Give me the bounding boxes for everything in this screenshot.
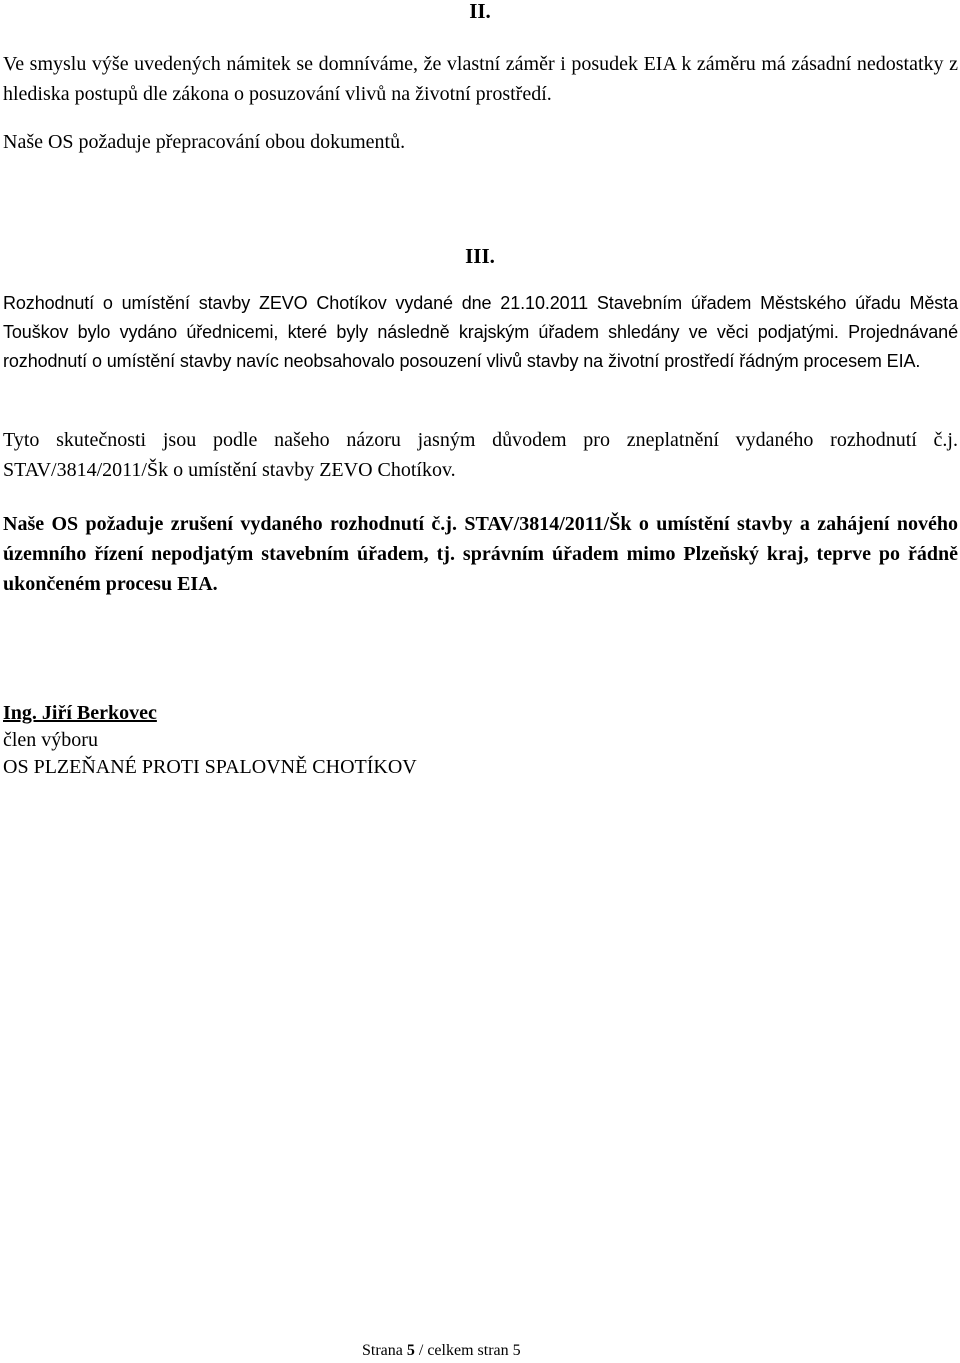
paragraph-objections-summary: Ve smyslu výše uvedených námitek se domníváme, že vlastní záměr i posudek EIA k záměru má zásadní nedostatky z hlediska postupů dle zákona o posuzování vlivů na životní prostředí.	[3, 53, 958, 105]
paragraph-invalidation-reason: Tyto skutečnosti jsou podle našeho názoru jasným důvodem pro zneplatnění vydaného rozhodnutí č.j. STAV/3814/2011/Šk o umístění stavby ZEVO Chotíkov.	[3, 429, 958, 481]
paragraph-placement-decision: Rozhodnutí o umístění stavby ZEVO Chotíkov vydané dne 21.10.2011 Stavebním úřadem Městského úřadu Města Touškov bylo vydáno úřednicemi, které byly následně krajským úřadem shledány ve věci podjatými. Projednávané rozhodnutí o umístění stavby navíc neobsahovalo posouzení vlivů stavby na životní prostředí řádným procesem EIA.	[3, 293, 958, 371]
page-counter	[362, 1341, 521, 1361]
section-heading-iii: III.	[465, 244, 495, 268]
footer-page-number: 5	[406, 1342, 415, 1359]
section-heading-ii: II.	[469, 0, 491, 23]
signature-organization: OS PLZEŇANÉ PROTI SPALOVNĚ CHOTÍKOV	[3, 756, 417, 778]
signature-role: člen výboru	[3, 729, 98, 751]
paragraph-request-cancellation: Naše OS požaduje zrušení vydaného rozhodnutí č.j. STAV/3814/2011/Šk o umístění stavby a zahájení nového územního řízení nepodjatým stavebním úřadem, tj. správním úřadem mimo Plzeňský kraj, teprve po řádně ukončeném procesu EIA.	[3, 513, 958, 595]
footer-suffix: celkem stran 5	[427, 1342, 521, 1359]
footer-prefix: Strana	[362, 1342, 407, 1359]
footer-separator: /	[414, 1342, 428, 1359]
paragraph-request-rework: Naše OS požaduje přepracování obou dokumentů.	[3, 131, 406, 153]
signature-name: Ing. Jiří Berkovec	[3, 702, 157, 724]
